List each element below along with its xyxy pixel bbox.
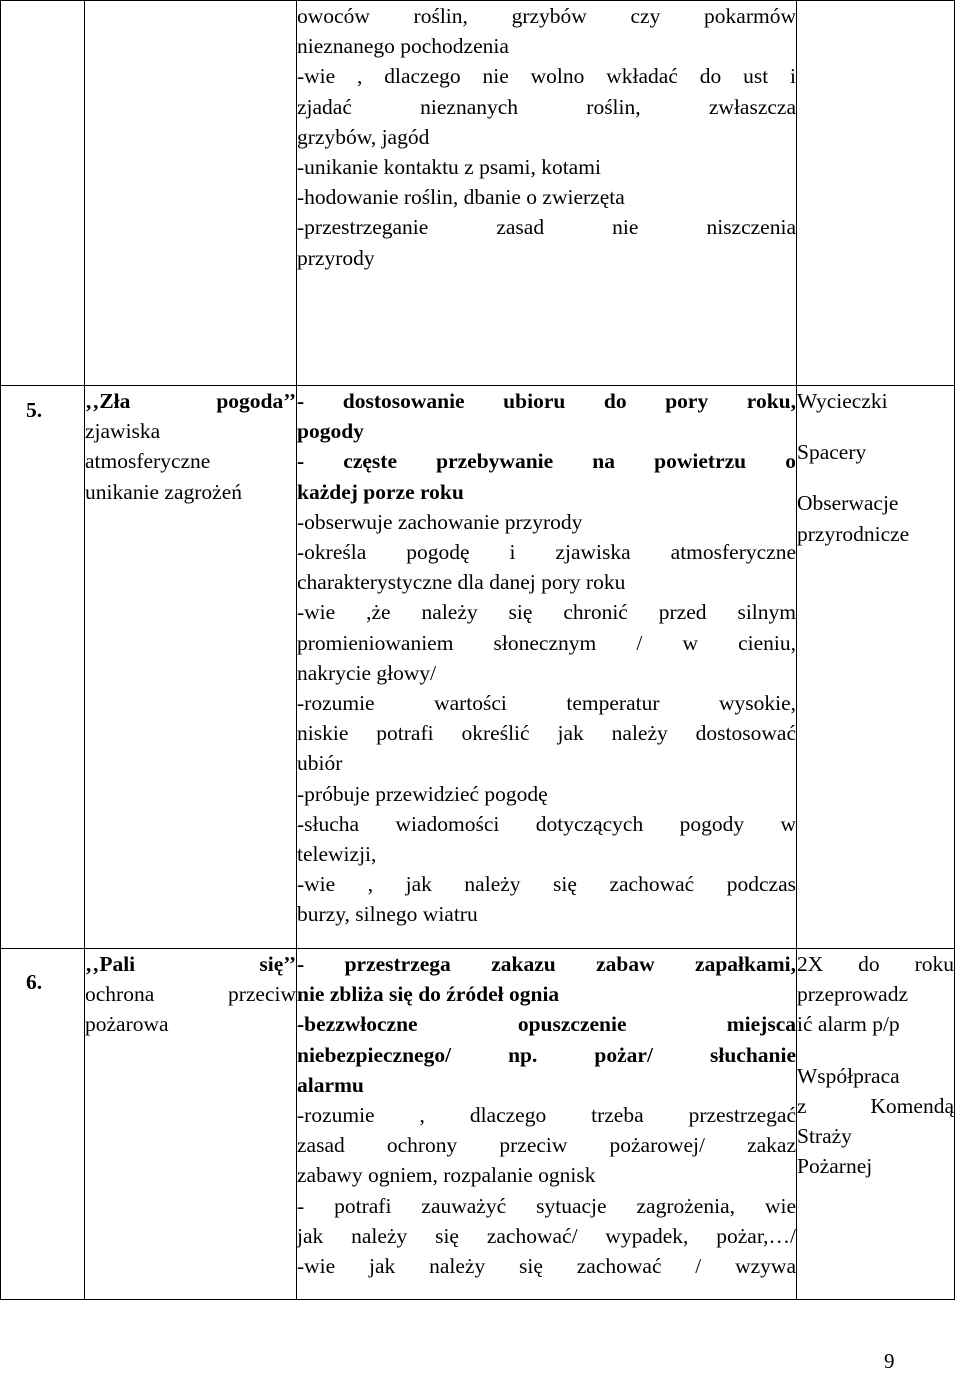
content-cell <box>297 1 797 386</box>
content-line: -hodowanie roślin, dbanie o zwierzęta <box>297 185 625 210</box>
content-line: zjadać nieznanych roślin, zwłaszcza <box>297 94 796 119</box>
activity-line: Wycieczki <box>797 389 888 413</box>
content-line: nie zbliża się do źródeł ognia <box>297 982 560 1007</box>
activity-line: Spacery <box>797 440 867 465</box>
content-line: każdej porze roku <box>297 479 464 504</box>
content-line: pogody <box>297 419 364 444</box>
content-line: promieniowaniem słonecznym / w cieniu, <box>297 630 796 655</box>
activity-line: Współpraca <box>797 1063 900 1088</box>
content-line: nieznanego pochodzenia <box>297 34 509 59</box>
topic-cell <box>85 949 297 1300</box>
content-line: -bezzwłoczne opuszczenie miejsca <box>297 1012 796 1037</box>
page-number: 9 <box>884 1349 895 1373</box>
content-line: zasad ochrony przeciw pożarowej/ zakaz <box>297 1133 796 1158</box>
content-line: -wie , dlaczego nie wolno wkładać do ust i <box>297 64 796 89</box>
content-line: zabawy ogniem, rozpalanie ognisk <box>297 1163 596 1188</box>
number-cell <box>1 386 85 949</box>
content-line: -unikanie kontaktu z psami, kotami <box>297 155 601 180</box>
activity-line: przeprowadz <box>797 982 909 1007</box>
content-line: -rozumie wartości temperatur wysokie, <box>297 691 796 716</box>
content-line: jak należy się zachować/ wypadek, pożar,…/ <box>297 1223 796 1248</box>
activity-line: 2X do roku <box>797 952 954 976</box>
content-line: -obserwuje zachowanie przyrody <box>297 509 583 534</box>
content-line: -próbuje przewidzieć pogodę <box>297 781 548 806</box>
content-line: -słucha wiadomości dotyczących pogody w <box>297 811 796 836</box>
content-line: nakrycie głowy/ <box>297 660 437 685</box>
content-line: niskie potrafi określić jak należy dostosować <box>297 721 796 746</box>
content-line: grzybów, jagód <box>297 124 430 149</box>
activities-cell <box>797 949 955 1300</box>
content-line: - dostosowanie ubioru do pory roku, <box>297 389 796 413</box>
content-line: -wie ,że należy się chronić przed silnym <box>297 600 796 625</box>
content-line: -rozumie , dlaczego trzeba przestrzegać <box>297 1103 796 1128</box>
number-cell <box>1 949 85 1300</box>
topic-line: pożarowa <box>85 1012 169 1037</box>
topic-line: ‚‚Pali się’’ <box>85 952 296 976</box>
content-line: charakterystyczne dla danej pory roku <box>297 570 626 595</box>
topic-line: zjawiska <box>85 419 161 444</box>
content-line: przyrody <box>297 245 375 270</box>
content-line: - częste przebywanie na powietrzu o <box>297 449 796 474</box>
row-number: 5. <box>26 398 43 422</box>
topic-line: atmosferyczne <box>85 449 211 474</box>
content-line: - przestrzega zakazu zabaw zapałkami, <box>297 952 796 976</box>
content-line: alarmu <box>297 1072 364 1097</box>
content-cell <box>297 386 797 949</box>
content-line: -wie jak należy się zachować / wzywa <box>297 1254 796 1279</box>
topic-line: ochrona przeciw <box>85 982 296 1007</box>
content-line: owoców roślin, grzybów czy pokarmów <box>297 4 796 28</box>
content-line: ubiór <box>297 751 343 776</box>
activities-cell <box>797 1 955 386</box>
activity-line: Obserwacje <box>797 491 899 516</box>
content-cell <box>297 949 797 1300</box>
content-line: burzy, silnego wiatru <box>297 902 478 927</box>
content-line: -przestrzeganie zasad nie niszczenia <box>297 215 796 240</box>
table-row <box>1 949 955 1300</box>
row-number: 6. <box>26 970 43 994</box>
topic-cell <box>85 1 297 386</box>
content-line: niebezpiecznego/ np. pożar/ słuchanie <box>297 1042 796 1067</box>
activity-line: z Komendą <box>797 1093 954 1118</box>
content-line: - potrafi zauważyć sytuacje zagrożenia, wie <box>297 1193 796 1218</box>
number-cell <box>1 1 85 386</box>
topic-line: ‚‚Zła pogoda’’ <box>85 389 296 413</box>
content-line: telewizji, <box>297 842 377 867</box>
content-line: -wie , jak należy się zachować podczas <box>297 872 796 897</box>
activity-line: przyrodnicze <box>797 521 910 546</box>
table-row <box>1 386 955 949</box>
topic-line: unikanie zagrożeń <box>85 479 242 504</box>
activity-line: Pożarnej <box>797 1154 873 1179</box>
activity-line: Straży <box>797 1124 852 1149</box>
activity-line: ić alarm p/p <box>797 1012 900 1037</box>
activities-cell <box>797 386 955 949</box>
content-line: -określa pogodę i zjawiska atmosferyczne <box>297 540 796 565</box>
topic-cell <box>85 386 297 949</box>
table-row <box>1 1 955 386</box>
